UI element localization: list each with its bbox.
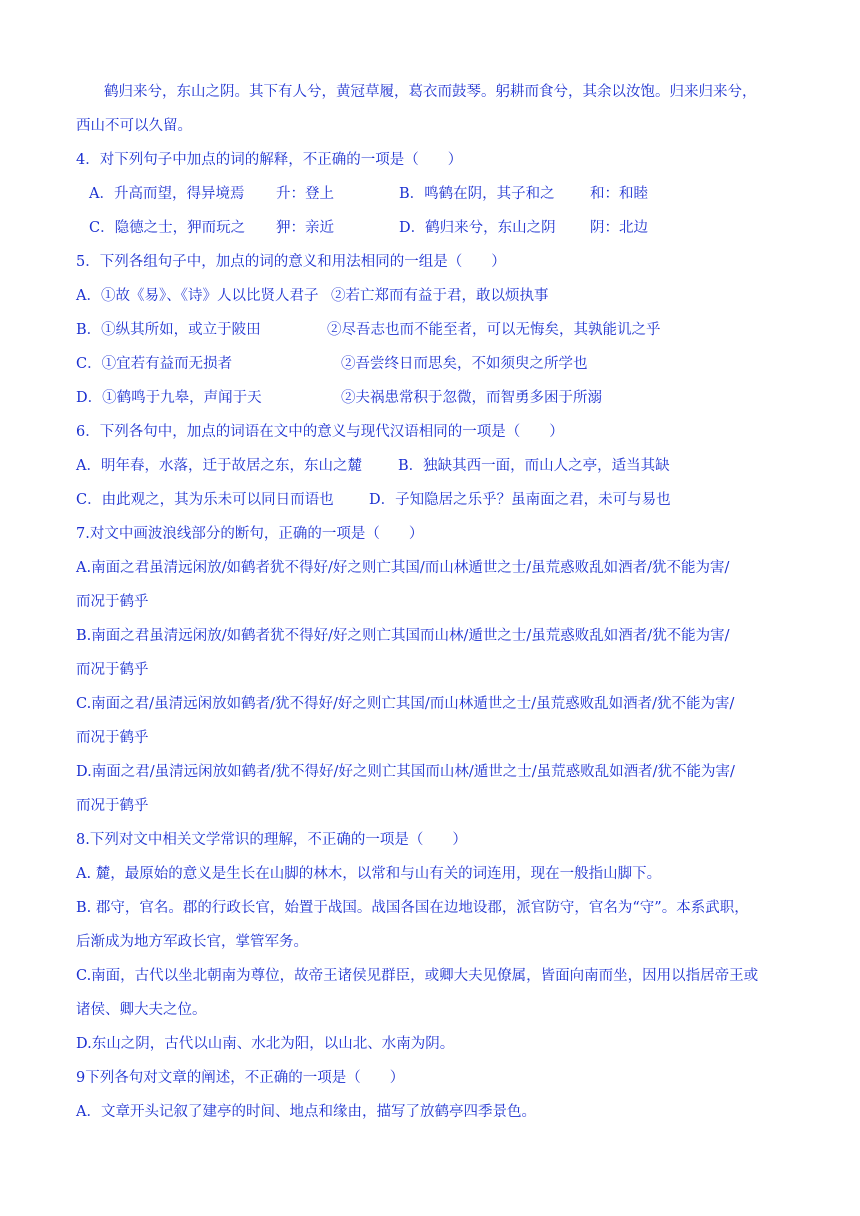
q4-option-a-definition: 升：登上 bbox=[276, 186, 334, 202]
q5-option-d-part1: D．①鹤鸣于九皋，声闻于天 bbox=[76, 390, 262, 406]
q8-stem: 8.下列对文中相关文学常识的理解，不正确的一项是（ ） bbox=[76, 832, 467, 848]
q4-option-b: B．鸣鹤在阴，其子和之 bbox=[399, 186, 555, 202]
q8-option-b-line2: 后渐成为地方军政长官，掌管军务。 bbox=[76, 934, 308, 950]
q7-option-a-line1: A.南面之君虽清远闲放/如鹤者犹不得好/好之则亡其国/而山林遁世之士/虽荒惑败乱如酒者/犹不能为害/ bbox=[76, 560, 730, 576]
q5-option-c-part2: ②吾尝终日而思矣，不如须臾之所学也 bbox=[341, 356, 588, 372]
passage-line-2: 西山不可以久留。 bbox=[76, 118, 192, 134]
q8-option-c-line2: 诸侯、卿大夫之位。 bbox=[76, 1002, 207, 1018]
q6-option-d: D．子知隐居之乐乎？虽南面之君，未可与易也 bbox=[369, 492, 671, 508]
q4-option-d-definition: 阴：北边 bbox=[590, 220, 648, 236]
passage-line-1: 鹤归来兮，东山之阴。其下有人兮，黄冠草履，葛衣而鼓琴。躬耕而食兮，其余以汝饱。归来归来兮， bbox=[104, 84, 757, 100]
q6-option-b: B．独缺其西一面，而山人之亭，适当其缺 bbox=[398, 458, 670, 474]
q4-option-c-definition: 狎：亲近 bbox=[276, 220, 334, 236]
q5-option-a-part2: ②若亡郑而有益于君，敢以烦执事 bbox=[331, 288, 549, 304]
q9-stem: 9下列各句对文章的阐述，不正确的一项是（ ） bbox=[76, 1070, 405, 1086]
q5-option-a-part1: A．①故《易》、《诗》人以比贤人君子 bbox=[76, 288, 319, 304]
q8-option-d: D.东山之阴，古代以山南、水北为阳，以山北、水南为阴。 bbox=[76, 1036, 455, 1052]
q5-stem: 5．下列各组句子中，加点的词的意义和用法相同的一组是（ ） bbox=[76, 254, 506, 270]
q4-option-a: A．升高而望，得异境焉 bbox=[89, 186, 245, 202]
q8-option-b-line1: B. 郡守，官名。郡的行政长官，始置于战国。战国各国在边地设郡，派官防守，官名为“守”。本系武职， bbox=[76, 900, 749, 916]
q8-option-a: A. 麓，最原始的意义是生长在山脚的林木，以常和与山有关的词连用，现在一般指山脚下。 bbox=[76, 866, 662, 882]
q7-option-b-line1: B.南面之君虽清远闲放/如鹤者犹不得好/好之则亡其国而山林/遁世之士/虽荒惑败乱如酒者/犹不能为害/ bbox=[76, 628, 730, 644]
q6-stem: 6．下列各句中，加点的词语在文中的意义与现代汉语相同的一项是（ ） bbox=[76, 424, 564, 440]
q9-option-a: A．文章开头记叙了建亭的时间、地点和缘由，描写了放鹤亭四季景色。 bbox=[76, 1104, 536, 1120]
q5-option-b-part1: B．①纵其所如，或立于陂田 bbox=[76, 322, 261, 338]
q5-option-c-part1: C．①宜若有益而无损者 bbox=[76, 356, 233, 372]
q7-option-d-line2: 而况于鹤乎 bbox=[76, 798, 149, 814]
q6-option-a: A．明年春，水落，迁于故居之东，东山之麓 bbox=[76, 458, 362, 474]
q7-option-b-line2: 而况于鹤乎 bbox=[76, 662, 149, 678]
q6-option-c: C．由此观之，其为乐未可以同日而语也 bbox=[76, 492, 334, 508]
q4-option-d: D．鹤归来兮，东山之阴 bbox=[399, 220, 556, 236]
q7-option-d-line1: D.南面之君/虽清远闲放如鹤者/犹不得好/好之则亡其国而山林/遁世之士/虽荒惑败乱如酒者/犹不能为害/ bbox=[76, 764, 735, 780]
q7-option-a-line2: 而况于鹤乎 bbox=[76, 594, 149, 610]
q5-option-d-part2: ②夫祸患常积于忽微，而智勇多困于所溺 bbox=[341, 390, 602, 406]
q7-option-c-line1: C.南面之君/虽清远闲放如鹤者/犹不得好/好之则亡其国/而山林遁世之士/虽荒惑败乱如酒者/犹不能为害/ bbox=[76, 696, 735, 712]
q7-stem: 7.对文中画波浪线部分的断句，正确的一项是（ ） bbox=[76, 526, 424, 542]
q8-option-c-line1: C.南面，古代以坐北朝南为尊位，故帝王诸侯见群臣，或卿大夫见僚属，皆面向南而坐，因用以指居帝王或 bbox=[76, 968, 759, 984]
q4-option-c: C．隐德之士，狎而玩之 bbox=[89, 220, 246, 236]
q4-option-b-definition: 和：和睦 bbox=[590, 186, 648, 202]
q7-option-c-line2: 而况于鹤乎 bbox=[76, 730, 149, 746]
q5-option-b-part2: ②尽吾志也而不能至者，可以无悔矣，其孰能讥之乎 bbox=[327, 322, 661, 338]
q4-stem: 4．对下列句子中加点的词的解释，不正确的一项是（ ） bbox=[76, 152, 463, 168]
